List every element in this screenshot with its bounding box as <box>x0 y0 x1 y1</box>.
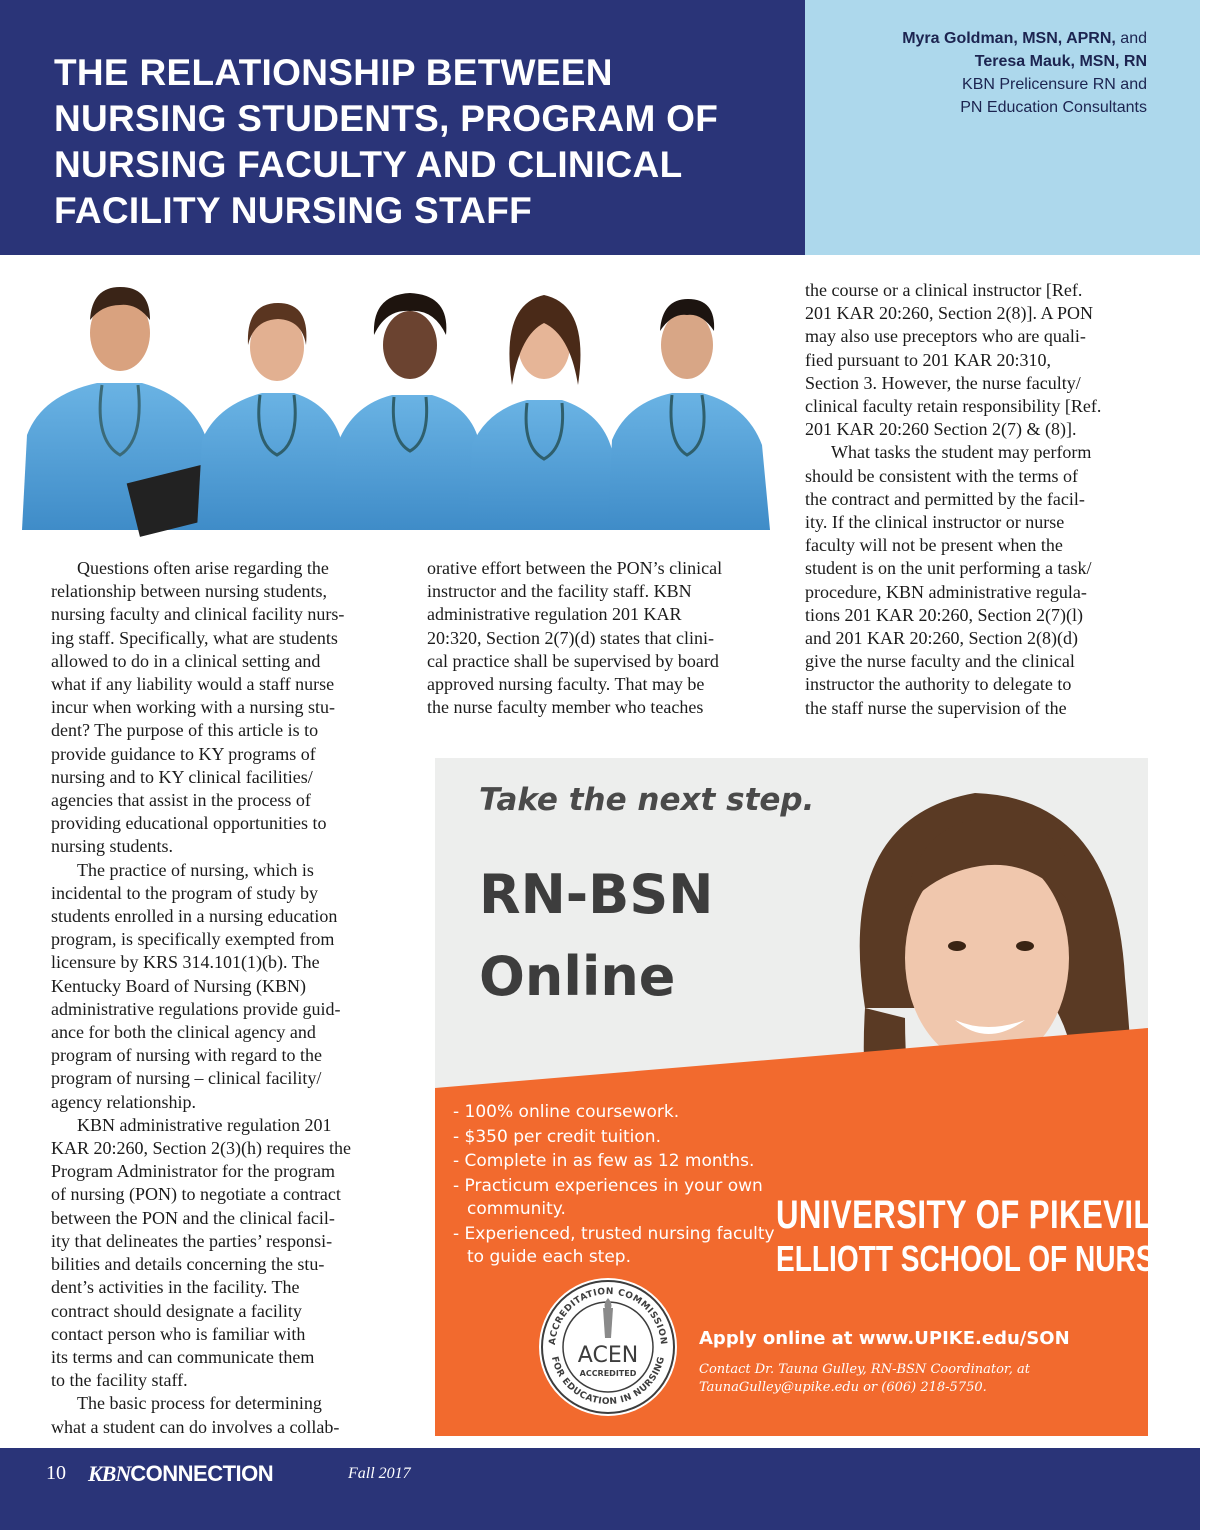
author-name: Myra Goldman, MSN, APRN, <box>902 30 1116 47</box>
text-line: may also use preceptors who are quali- <box>805 326 1086 347</box>
ad-benefit: - Practicum experiences in your own community. <box>453 1175 763 1219</box>
paragraph <box>51 859 396 1114</box>
text-line: students enrolled in a nursing education <box>51 906 338 927</box>
text-line: dent? The purpose of this article is to <box>51 720 319 741</box>
text-line: incidental to the program of study by <box>51 882 318 903</box>
text-line: agency relationship. <box>51 1091 196 1112</box>
ad-contact-line: TaunaGulley@upike.edu or (606) 218-5750. <box>699 1380 987 1395</box>
text-line: administrative regulation 201 KAR <box>427 604 682 625</box>
title-line: THE RELATIONSHIP BETWEEN <box>54 52 613 93</box>
text-line: allowed to do in a clinical setting and <box>51 650 321 671</box>
text-line: faculty will not be present when the <box>805 535 1063 556</box>
text-line: its terms and can communicate them <box>51 1346 315 1367</box>
text-line: providing educational opportunities to <box>51 813 327 834</box>
ad-benefit: - $350 per credit tuition. <box>453 1126 661 1147</box>
text-line: ity that delineates the parties’ responsi- <box>51 1230 333 1251</box>
text-line: administrative regulations provide guid- <box>51 998 341 1019</box>
ad-benefits-list <box>453 1101 793 1271</box>
text-line: cal practice shall be supervised by board <box>427 650 719 671</box>
article-column-1 <box>51 557 396 1439</box>
article-column-3 <box>805 279 1150 720</box>
text-line: Program Administrator for the program <box>51 1161 335 1182</box>
text-line: should be consistent with the terms of <box>805 465 1078 486</box>
nurses-group-photo <box>22 265 792 530</box>
text-line: The basic process for determining <box>77 1393 322 1414</box>
paragraph <box>51 1114 396 1392</box>
paragraph <box>805 441 1150 719</box>
text-line: procedure, KBN administrative regula- <box>805 581 1087 602</box>
text-line: nursing and to KY clinical facilities/ <box>51 766 313 787</box>
text-line: 201 KAR 20:260 Section 2(7) & (8)]. <box>805 419 1077 440</box>
brand-connection: CONNECTION <box>130 1461 274 1486</box>
text-line: the nurse faculty member who teaches <box>427 697 704 718</box>
article-column-2 <box>427 557 772 719</box>
text-line: agencies that assist in the process of <box>51 790 311 811</box>
school-name: UNIVERSITY OF PIKEVILLE <box>776 1193 1194 1237</box>
ad-headline-line: RN-BSN <box>479 863 714 926</box>
text-line: Kentucky Board of Nursing (KBN) <box>51 975 306 996</box>
text-line: Section 3. However, the nurse faculty/ <box>805 372 1081 393</box>
author-role: PN Education Consultants <box>960 99 1147 116</box>
text-line: fied pursuant to 201 KAR 20:310, <box>805 349 1051 370</box>
text-line: nursing faculty and clinical facility nurs- <box>51 604 345 625</box>
text-line: program of nursing with regard to the <box>51 1045 322 1066</box>
title-line: NURSING FACULTY AND CLINICAL <box>54 144 683 185</box>
text-line: relationship between nursing students, <box>51 581 327 602</box>
text-line: to the facility staff. <box>51 1370 188 1391</box>
article-title <box>54 50 794 234</box>
text-line: ance for both the clinical agency and <box>51 1022 316 1043</box>
paragraph <box>51 1392 396 1438</box>
text-line: the staff nurse the supervision of the <box>805 697 1067 718</box>
text-line: incur when working with a nursing stu- <box>51 697 335 718</box>
text-line: bilities and details concerning the stu- <box>51 1254 325 1275</box>
text-line: Questions often arise regarding the <box>77 558 329 578</box>
upike-advertisement[interactable] <box>435 758 1205 1436</box>
text-line: program of nursing – clinical facility/ <box>51 1068 322 1089</box>
text-line: program, is specifically exempted from <box>51 929 335 950</box>
text-line: 20:320, Section 2(7)(d) states that clini- <box>427 627 714 648</box>
text-line: what a student can do involves a collab- <box>51 1416 340 1437</box>
text-line: instructor and the facility staff. KBN <box>427 581 692 602</box>
seal-acronym: ACEN <box>577 1343 639 1368</box>
title-line: FACILITY NURSING STAFF <box>54 190 533 231</box>
ad-headline <box>479 854 713 1018</box>
text-line: student is on the unit performing a task/ <box>805 558 1092 579</box>
page-number: 10 <box>46 1462 66 1484</box>
text-line: KAR 20:260, Section 2(3)(h) requires the <box>51 1138 351 1159</box>
text-line: what if any liability would a staff nurse <box>51 674 335 695</box>
text-line: contact person who is familiar with <box>51 1323 306 1344</box>
ad-apply-link[interactable]: Apply online at www.UPIKE.edu/SON <box>699 1328 1070 1349</box>
magazine-logo <box>88 1461 273 1487</box>
paragraph <box>51 557 396 859</box>
author-panel <box>805 0 1200 255</box>
byline <box>902 27 1147 119</box>
author-name: Teresa Mauk, MSN, RN <box>974 53 1147 70</box>
text-line: and 201 KAR 20:260, Section 2(8)(d) <box>805 628 1078 649</box>
text-line: 201 KAR 20:260, Section 2(8)]. A PON <box>805 303 1093 324</box>
author-role: KBN Prelicensure RN and <box>962 76 1147 93</box>
text-line: contract should designate a facility <box>51 1300 302 1321</box>
seal-ring-top: ACCREDITATION COMMISSION <box>547 1286 669 1346</box>
title-banner <box>0 0 805 255</box>
ad-benefit: - Experienced, trusted nursing faculty to guide each step. <box>453 1223 775 1267</box>
text-line: The practice of nursing, which is <box>77 859 314 880</box>
text-line: tions 201 KAR 20:260, Section 2(7)(l) <box>805 604 1083 625</box>
text-line: the course or a clinical instructor [Ref. <box>805 280 1083 300</box>
paragraph <box>805 279 1150 441</box>
text-line: What tasks the student may perform <box>831 442 1092 463</box>
seal-status: ACCREDITED <box>579 1369 637 1378</box>
seal-ring-bottom: FOR EDUCATION IN NURSING <box>548 1355 668 1408</box>
author-and: and <box>1115 30 1147 47</box>
school-subname: ELLIOTT SCHOOL OF NURSING <box>776 1238 1205 1279</box>
issue-season: Fall 2017 <box>348 1465 411 1482</box>
text-line: nursing students. <box>51 836 174 857</box>
text-line: between the PON and the clinical facil- <box>51 1207 335 1228</box>
text-line: give the nurse faculty and the clinical <box>805 651 1075 672</box>
text-line: the contract and permitted by the facil- <box>805 488 1085 509</box>
ad-contact-line: Contact Dr. Tauna Gulley, RN-BSN Coordinator, at <box>699 1362 1030 1377</box>
text-line: clinical faculty retain responsibility [Ref. <box>805 396 1102 417</box>
text-line: orative effort between the PON’s clinical <box>427 558 723 578</box>
ad-benefit: - 100% online coursework. <box>453 1102 680 1122</box>
text-line: instructor the authority to delegate to <box>805 674 1072 695</box>
text-line: dent’s activities in the facility. The <box>51 1277 300 1298</box>
title-line: NURSING STUDENTS, PROGRAM OF <box>54 98 719 139</box>
text-line: ity. If the clinical instructor or nurse <box>805 512 1065 533</box>
text-line: provide guidance to KY programs of <box>51 743 316 764</box>
ad-benefit: - Complete in as few as 12 months. <box>453 1151 755 1171</box>
text-line: licensure by KRS 314.101(1)(b). The <box>51 952 320 973</box>
paragraph <box>427 557 772 719</box>
text-line: approved nursing faculty. That may be <box>427 674 705 695</box>
school-logo <box>776 1192 1204 1280</box>
acen-seal <box>537 1276 679 1418</box>
text-line: of nursing (PON) to negotiate a contract <box>51 1184 341 1205</box>
brand-kbn: KBN <box>88 1461 131 1486</box>
ad-contact <box>699 1361 1030 1397</box>
text-line: ing staff. Specifically, what are students <box>51 627 338 648</box>
page-footer <box>0 1448 1200 1530</box>
text-line: KBN administrative regulation 201 <box>77 1114 332 1135</box>
ad-tagline: Take the next step. <box>479 782 815 818</box>
ad-headline-line: Online <box>479 945 676 1008</box>
